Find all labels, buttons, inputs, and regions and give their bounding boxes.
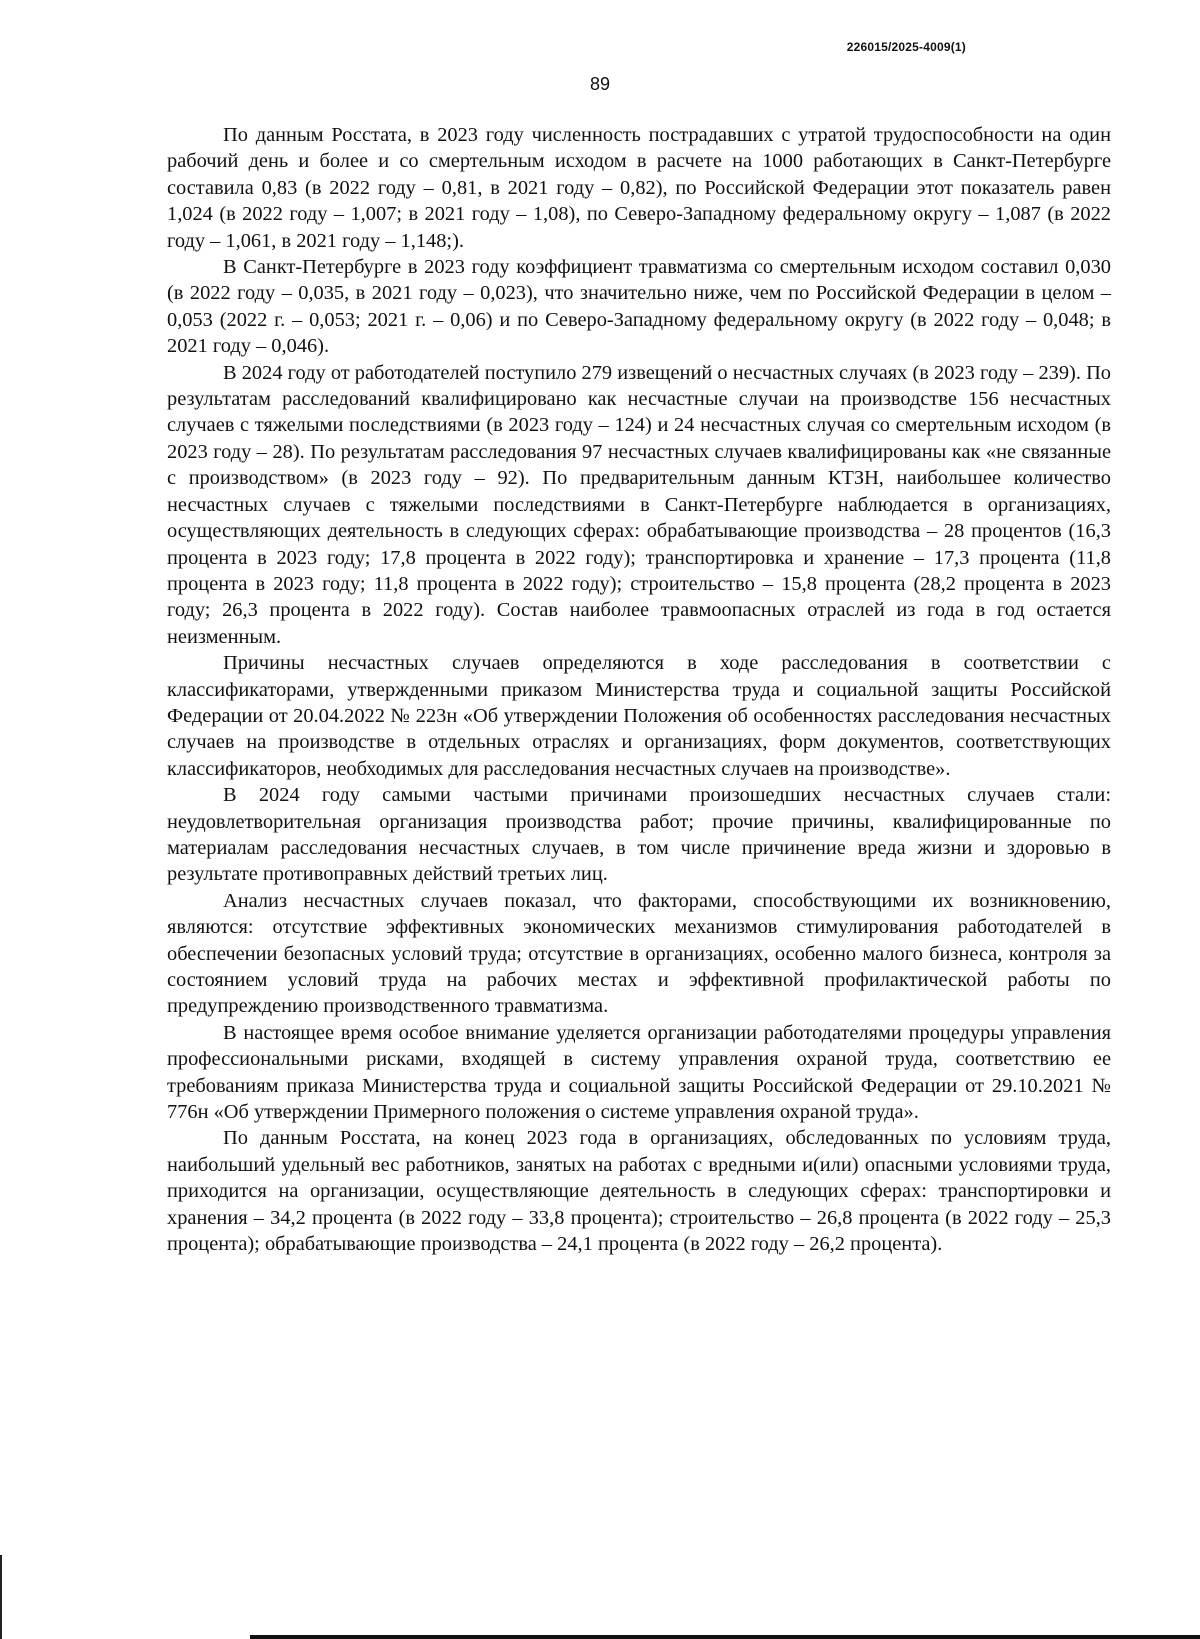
document-registration-number: 226015/2025-4009(1) — [846, 40, 966, 54]
paragraph-injury-rate: По данным Росстата, в 2023 году численность пострадавших с утратой трудоспособности на один рабочий день и более и со смертельным исходом в расчете на 1000 работающих в Санкт-Петербурге составила 0,83 (в 2022 году – 0,81, в 2021 году – 0,82), по Российской Федерации этот показатель равен 1,024 (в 2022 году – 1,007; в 2021 году – 1,08), по Северо-Западному федеральному округу – 1,087 (в 2022 году – 1,061, в 2021 году – 1,148;). — [167, 124, 1111, 252]
paragraph-fatality-coefficient: В Санкт-Петербурге в 2023 году коэффициент травматизма со смертельным исходом составил 0,030 (в 2022 году – 0,035, в 2021 году – 0,023), что значительно ниже, чем по Российской Федерации в целом – 0,053 (2022 г. – 0,053; 2021 г. – 0,06) и по Северо-Западному федеральному округу (в 2022 году – 0,048; в 2021 году – 0,046). — [167, 256, 1111, 358]
paragraph-accident-notifications: В 2024 году от работодателей поступило 279 извещений о несчастных случаях (в 2023 году – 239). По результатам расследований квалифицировано как несчастные случаи на производстве 156 несчастных случаев с тяжелыми последствиями (в 2023 году – 124) и 24 несчастных случая со смертельным исходом (в 2023 году – 28). По результатам расследования 97 несчастных случаев квалифицированы как «не связанные с производством» (в 2023 году – 92). По предварительным данным КТЗН, наибольшее количество несчастных случаев с тяжелыми последствиями в Санкт-Петербурге наблюдается в организациях, осуществляющих деятельность в следующих сферах: обрабатывающие производства – 28 процентов (16,3 процента в 2023 году; 17,8 процента в 2022 году); транспортировка и хранение – 17,3 процента (11,8 процента в 2023 году; 11,8 процента в 2022 году); строительство – 15,8 процента (28,2 процента в 2023 году; 26,3 процента в 2022 году). Состав наиболее травмоопасных отраслей из года в год остается неизменным. — [167, 361, 1111, 648]
paragraph-contributing-factors: Анализ несчастных случаев показал, что факторами, способствующими их возникновению, являются: отсутствие эффективных экономических механизмов стимулирования работодателей в обеспечении безопасных условий труда; отсутствие в организациях, особенно малого бизнеса, контроля за состоянием условий труда на рабочих местах и эффективной профилактической работы по предупреждению производственного травматизма. — [167, 889, 1111, 1018]
document-body — [167, 122, 1111, 1257]
scan-bottom-edge-bar — [250, 1635, 1200, 1639]
paragraph-accident-causes-classification: Причины несчастных случаев определяются в ходе расследования в соответствии с классификаторами, утвержденными приказом Министерства труда и социальной защиты Российской Федерации от 20.04.2022 № 223н «Об утверждении Положения об особенностях расследования несчастных случаев на производстве в отдельных отраслях и организациях, форм документов, соответствующих классификаторов, необходимых для расследования несчастных случаев на производстве». — [167, 652, 1111, 780]
page-number: 89 — [589, 74, 611, 94]
paragraph-harmful-conditions: По данным Росстата, на конец 2023 года в организациях, обследованных по условиям труда, наибольший удельный вес работников, занятых на работах с вредными и(или) опасными условиями труда, приходится на организации, осуществляющие деятельность в следующих сферах: транспортировки и хранения – 34,2 процента (в 2022 году – 33,8 процента); строительство – 26,8 процента (в 2022 году – 25,3 процента); обрабатывающие производства – 24,1 процента (в 2022 году – 26,2 процента). — [167, 1127, 1111, 1256]
scan-left-edge-mark — [0, 1555, 2, 1639]
paragraph-risk-management: В настоящее время особое внимание уделяется организации работодателями процедуры управления профессиональными рисками, входящей в систему управления охраной труда, соответствию ее требованиям приказа Министерства труда и социальной защиты Российской Федерации от 29.10.2021 № 776н «Об утверждении Примерного положения о системе управления охраной труда». — [167, 1021, 1111, 1124]
paragraph-frequent-causes: В 2024 году самыми частыми причинами произошедших несчастных случаев стали: неудовлетворительная организация производства работ; прочие причины, квалифицированные по материалам расследования несчастных случаев, в том числе причинение вреда жизни и здоровью в результате противоправных действий третьих лиц. — [167, 784, 1111, 886]
